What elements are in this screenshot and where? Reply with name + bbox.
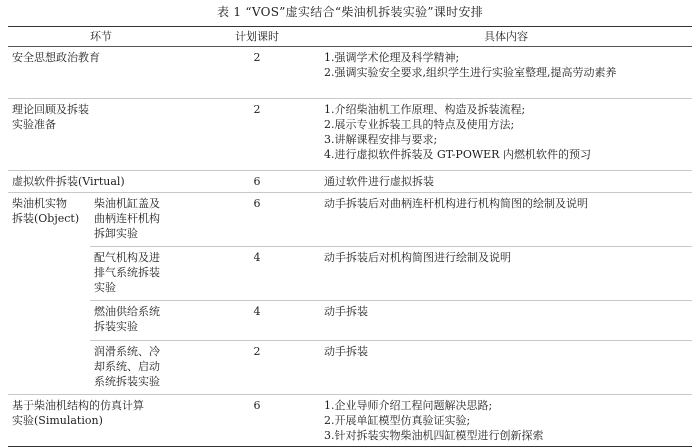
stage-label: 基于柴油机结构的仿真计算 实验(Simulation): [12, 399, 144, 427]
table-row: [8, 341, 692, 395]
object-group-cell: [8, 193, 90, 395]
content-line: 2.展示专业拆装工具的特点及使用方法;: [324, 118, 515, 131]
content-cell: [320, 171, 692, 193]
content-line: 2.强调实验安全要求,组织学生进行实验室整理,提高劳动素养: [324, 66, 617, 79]
table-row: [8, 395, 692, 447]
sub-stage-cell: [90, 341, 194, 395]
stage-label: 虚拟软件拆装(Virtual): [12, 175, 125, 188]
header-hours: 计划课时: [194, 27, 320, 47]
sub-stage-cell: [90, 301, 194, 341]
sub-stage-label: 润滑系统、冷 却系统、启动 系统拆装实验: [94, 345, 160, 388]
header-content: 具体内容: [320, 27, 692, 47]
hours-cell: 2: [194, 341, 320, 395]
table-row: [8, 47, 692, 99]
sub-stage-label: 配气机构及进 排气系统拆装 实验: [94, 251, 160, 294]
hours-cell: 2: [194, 99, 320, 171]
sub-stage-label: 燃油供给系统 拆装实验: [94, 305, 160, 333]
content-cell: [320, 395, 692, 447]
content-cell: [320, 99, 692, 171]
content-line: 3.针对拆装实物柴油机四缸模型进行创新探索: [324, 429, 544, 442]
sub-stage-label: 柴油机缸盖及 曲柄连杆机构 拆卸实验: [94, 197, 160, 240]
hours-cell: 6: [194, 193, 320, 247]
table-row: [8, 247, 692, 301]
stage-label: 理论回顾及拆装 实验准备: [12, 103, 89, 131]
table-caption: 表 1 “VOS”虚实结合“柴油机拆装实验”课时安排: [216, 5, 484, 19]
content-line: 2.开展单缸模型仿真验证实验;: [324, 414, 471, 427]
course-schedule-table: [8, 26, 692, 447]
sub-stage-cell: [90, 247, 194, 301]
stage-cell: [8, 395, 194, 447]
stage-cell: [8, 47, 194, 99]
content-cell: 动手拆装: [320, 301, 692, 341]
content-cell: 动手拆装后对曲柄连杆机构进行机构简图的绘制及说明: [320, 193, 692, 247]
hours-cell: 4: [194, 301, 320, 341]
stage-cell: [8, 99, 194, 171]
content-line: 3.讲解课程安排与要求;: [324, 133, 438, 146]
table-row: [8, 171, 692, 193]
content-cell: 动手拆装: [320, 341, 692, 395]
content-line: 通过软件进行虚拟拆装: [324, 175, 434, 188]
content-cell: 动手拆装后对机构简图进行绘制及说明: [320, 247, 692, 301]
hours-cell: 6: [194, 171, 320, 193]
hours-cell: 2: [194, 47, 320, 99]
content-line: 1.介绍柴油机工作原理、构造及拆装流程;: [324, 103, 526, 116]
content-cell: [320, 47, 692, 99]
hours-cell: 4: [194, 247, 320, 301]
stage-label: 安全思想政治教育: [12, 51, 100, 64]
stage-label: 柴油机实物 拆装(Object): [12, 197, 80, 225]
content-line: 1.企业导师介绍工程问题解决思路;: [324, 399, 493, 412]
header-stage: 环节: [8, 27, 194, 47]
sub-stage-cell: [90, 193, 194, 247]
table-row: [8, 193, 692, 247]
hours-cell: 6: [194, 395, 320, 447]
table-row: [8, 99, 692, 171]
stage-cell: [8, 171, 194, 193]
table-row: [8, 301, 692, 341]
content-line: 4.进行虚拟软件拆装及 GT-POWER 内燃机软件的预习: [324, 148, 591, 161]
table-header-row: [8, 27, 692, 47]
content-line: 1.强调学术伦理及科学精神;: [324, 51, 460, 64]
